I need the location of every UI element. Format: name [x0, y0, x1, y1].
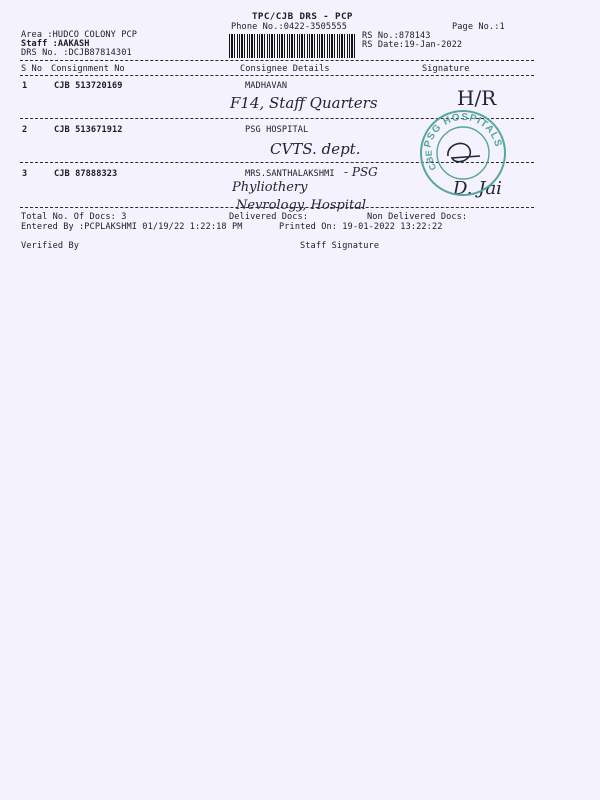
- row-1-handwritten-address: F14, Staff Quarters: [230, 94, 378, 112]
- non-delivered-docs: Non Delivered Docs:: [367, 212, 468, 222]
- row-3-handwritten-inline: - PSG: [344, 165, 378, 179]
- row-2-sno: 2: [22, 125, 28, 135]
- total-docs: Total No. Of Docs: 3: [21, 212, 127, 222]
- printed-on: Printed On: 19-01-2022 13:22:22: [279, 222, 443, 232]
- row-3-handwritten-dept: Phyliothery: [232, 180, 308, 195]
- row-2-consignment: CJB 513671912: [54, 125, 123, 135]
- verified-by: Verified By: [21, 241, 80, 251]
- column-header-consignment: Consignment No: [51, 64, 125, 74]
- divider: [20, 75, 534, 76]
- row-3-consignee: MRS.SANTHALAKSHMI: [245, 169, 335, 179]
- delivered-docs: Delivered Docs:: [229, 212, 309, 222]
- column-header-signature: Signature: [422, 64, 470, 74]
- row-2-consignee: PSG HOSPITAL: [245, 125, 309, 135]
- document-title: TPC/CJB DRS - PCP: [252, 11, 353, 22]
- barcode-image: [229, 34, 357, 58]
- stamp-text-top: PSG HOSPITALS: [422, 111, 504, 149]
- rs-date: RS Date:19-Jan-2022: [362, 40, 463, 50]
- row-1-consignee: MADHAVAN: [245, 81, 288, 91]
- entered-by: Entered By :PCPLAKSHMI 01/19/22 1:22:18 PM: [21, 222, 243, 232]
- area-label: Area :HUDCO COLONY PCP: [21, 30, 138, 40]
- phone-number: Phone No.:0422-3505555: [231, 22, 348, 32]
- svg-text:CBE: [424, 150, 439, 172]
- column-header-consignee: Consignee Details: [240, 64, 330, 74]
- staff-signature: Staff Signature: [300, 241, 380, 251]
- stamp-text-left: CBE: [423, 150, 439, 173]
- column-header-sno: S No: [21, 64, 43, 74]
- divider: [20, 207, 534, 208]
- row-1-sno: 1: [22, 81, 28, 91]
- staff-label: Staff :AAKASH: [21, 39, 90, 49]
- page-number: Page No.:1: [452, 22, 505, 32]
- row-2-handwritten-dept: CVTS. dept.: [270, 140, 361, 158]
- row-3-sno: 3: [22, 169, 28, 179]
- row-3-signature: D. Jai: [453, 178, 502, 199]
- row-3-handwritten-hospital: Nevrology, Hospital: [236, 198, 367, 213]
- row-1-signature: H/R: [457, 86, 497, 110]
- row-3-consignment: CJB 87888323: [54, 169, 118, 179]
- divider: [20, 60, 534, 61]
- rs-number: RS No.:878143: [362, 31, 431, 41]
- hospital-stamp-icon: [418, 108, 508, 198]
- row-1-consignment: CJB 513720169: [54, 81, 123, 91]
- drs-number: DRS No. :DCJB87814301: [21, 48, 132, 58]
